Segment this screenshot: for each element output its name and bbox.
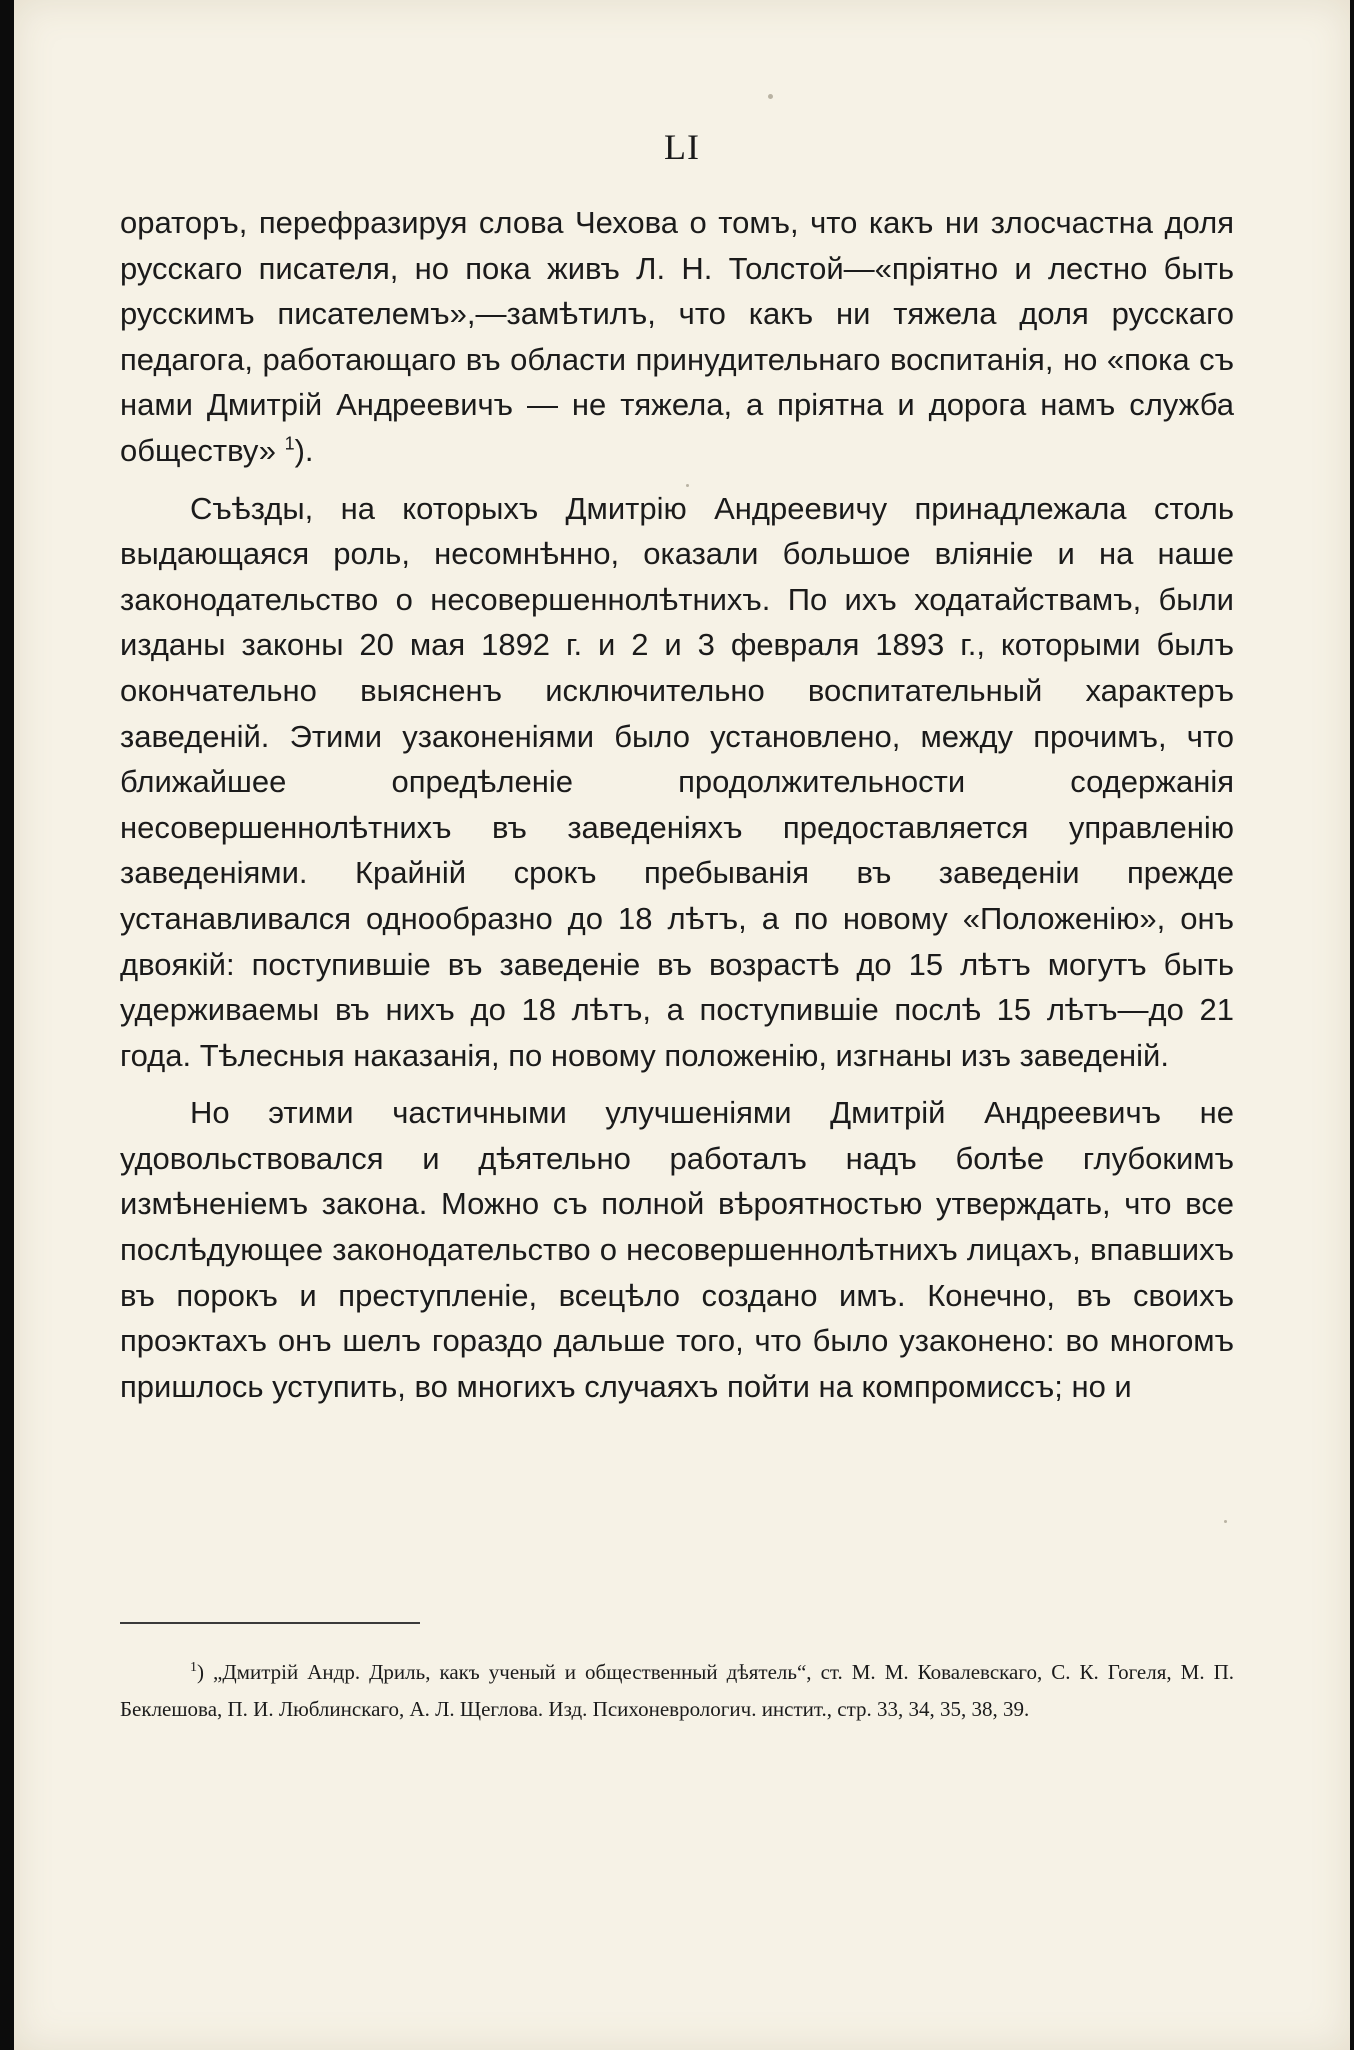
footnote-marker: 1 (190, 1660, 197, 1675)
paragraph-1 (120, 200, 1234, 474)
main-text (120, 200, 1234, 1409)
footnote-reference-close: ). (294, 432, 314, 468)
book-page (14, 0, 1350, 2050)
paper-speck (768, 94, 773, 99)
paragraph-3: Но этими частичными улучшеніями Дмитрій Андреевичъ не удовольствовался и дѣятельно работалъ надъ болѣе глубокимъ измѣненіемъ закона. Можно съ полной вѣроятностью утверждать, что все послѣдующее законодательство о несовершеннолѣтнихъ лицахъ, впавшихъ въ порокъ и преступленіе, всецѣло создано имъ. Конечно, въ своихъ проэктахъ онъ шелъ гораздо дальше того, что было узаконено: во многомъ пришлось уступить, во многихъ случаяхъ пойти на компромиссъ; но и (120, 1095, 1234, 1404)
paragraph-2: Съѣзды, на которыхъ Дмитрію Андреевичу принадлежала столь выдающаяся роль, несомнѣнно, оказали большое вліяніе и на наше законодательство о несовершеннолѣтнихъ. По ихъ ходатайствамъ, были изданы законы 20 мая 1892 г. и 2 и 3 февраля 1893 г., которыми былъ окончательно выясненъ исключительно воспитательный характеръ заведеній. Этими узаконеніями было установлено, между прочимъ, что ближайшее опредѣленіе продолжительности содержанія несовершеннолѣтнихъ въ заведеніяхъ предоставляется управленію заведеніями. Крайній срокъ пребыванія въ заведеніи прежде устанавливался однообразно до 18 лѣтъ, а по новому «Положенію», онъ двоякій: поступившіе въ заведеніе въ возрастѣ до 15 лѣтъ могутъ быть удерживаемы въ нихъ до 18 лѣтъ, а поступившіе послѣ 15 лѣтъ—до 21 года. Тѣлесныя наказанія, по новому положенію, изгнаны изъ заведеній. (120, 490, 1234, 1073)
paper-speck (1224, 1520, 1227, 1523)
page-number: LI (664, 127, 700, 167)
footnote-divider (120, 1622, 420, 1624)
footnote-text: „Дмитрій Андр. Дриль, какъ ученый и общественный дѣятель“, ст. М. М. Ковалевскаго, С. К. Гогеля, М. П. Беклешова, П. И. Люблинскаго, А. Л. Щеглова. Изд. Психоневрологич. инстит., стр. 33, 34, 35, 38, 39. (120, 1660, 1235, 1721)
paragraph-1-text: ораторъ, перефразируя слова Чехова о томъ, что какъ ни злосчастна доля русскаго писателя, но пока живъ Л. Н. Толстой—«пріятно и лестно быть русскимъ писателемъ»,—замѣтилъ, что какъ ни тяжела доля русскаго педагога, работающаго въ области принудительнаго воспитанія, но «пока съ нами Дмитрій Андреевичъ — не тяжела, а пріятна и дорога намъ служба обществу» (120, 205, 1234, 468)
footnote-marker-close: ) (197, 1660, 204, 1684)
footnote-reference: 1 (284, 433, 295, 454)
footnote (120, 1654, 1234, 1728)
